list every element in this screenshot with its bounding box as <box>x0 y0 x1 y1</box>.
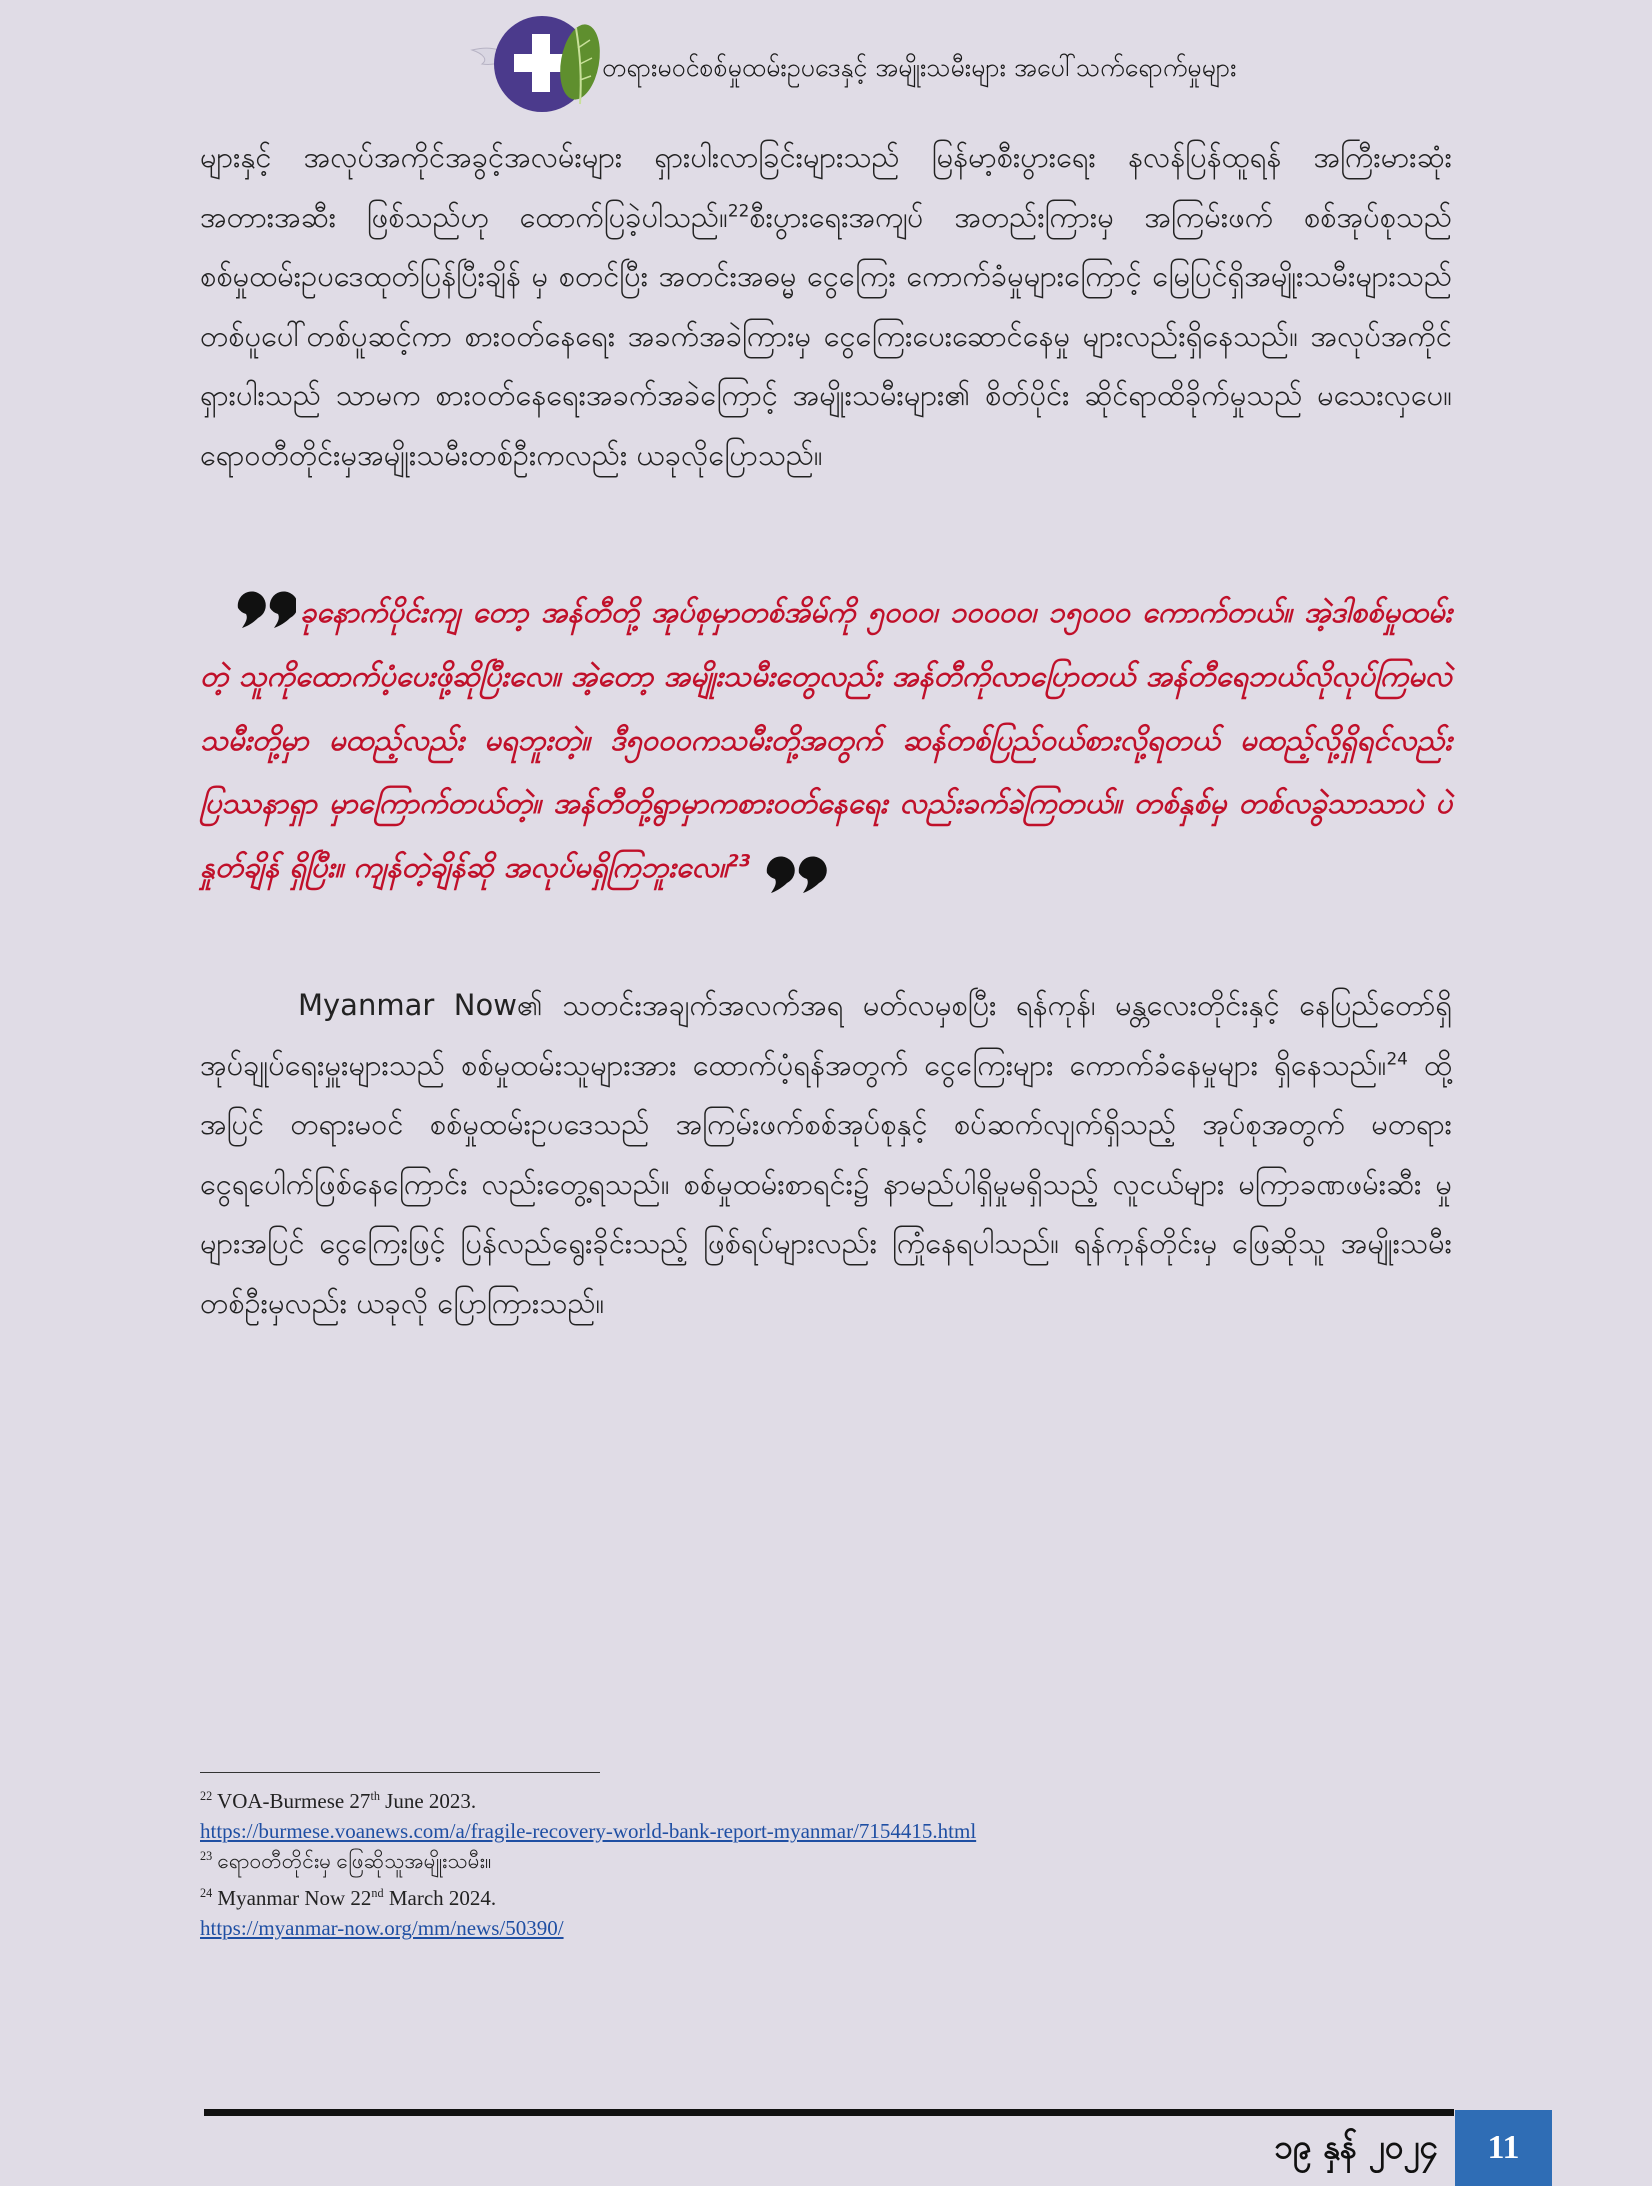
paragraph-2 <box>200 976 1452 1334</box>
quote-text: ခုနောက်ပိုင်းကျ တော့ အန်တီတို့ အုပ်စုမှာတစ်အိမ်ကို ၅၀၀၀၊ ၁၀၀၀၀၊ ၁၅၀၀၀ ကောက်တယ်။ အဲ့ဒါစစ်မှုထမ်းတဲ့ သူကိုထောက်ပံ့ပေးဖို့ဆိုပြီးလေ။ အဲ့တော့ အမျိုးသမီးတွေလည်း အန်တီကိုလာပြောတယ် အန်တီရေဘယ်လိုလုပ်ကြမလဲ သမီးတို့မှာ မထည့်လည်း မရဘူးတဲ့။ ဒီ၅၀၀၀ကသမီးတို့အတွက် ဆန်တစ်ပြည်ဝယ်စားလို့ရတယ် မထည့်လို့ရှိရင်လည်း ပြဿနာရှာ မှာကြောက်တယ်တဲ့။ အန်တီတို့ရွာမှာကစားဝတ်နေရေး လည်းခက်ခဲကြတယ်။ တစ်နှစ်မှ တစ်လခွဲသာသာပဲ ပဲနှုတ်ချိန် ရှိပြီး။ ကျန်တဲ့ချိန်ဆို အလုပ်မရှိကြဘူးလေ။ <box>200 595 1452 885</box>
footnote-22: $^{22}$ VOA-Burmese 27th June 2023. https://burmese.voanews.com/a/fragile-recovery-world-bank-report-myanmar/7154415.html <box>200 1786 1452 1846</box>
footnote-23: $^{23}$ ရောဝတီတိုင်းမှ ဖြေဆိုသူအမျိုးသမီး။ <box>200 1849 492 1873</box>
page-number: 11 <box>1487 2129 1520 2166</box>
page-number-box <box>1455 2110 1552 2186</box>
quote-open-icon <box>228 578 296 628</box>
footer-date: ၁၉ နှန် ၂၀၂၄ <box>1274 2127 1438 2166</box>
paragraph-1 <box>200 128 1452 486</box>
footnote-ref-23: 23 <box>727 850 751 871</box>
quote-block <box>200 578 1452 900</box>
header-title: တရားမဝင်စစ်မှုထမ်းဥပဒေနှင့် အမျိုးသမီးများ အပေါ်သက်ရောက်မှုများ <box>602 53 1237 82</box>
paragraph-1-continued: စီးပွားရေးအကျပ် အတည်းကြားမှ အကြမ်းဖက် စစ်အုပ်စုသည် စစ်မှုထမ်းဥပဒေထုတ်ပြန်ပြီးချိန် မှ စတင်ပြီး အတင်းအဓမ္မ ငွေကြေး ကောက်ခံမှုများကြောင့် မြေပြင်ရှိအမျိုးသမီးများသည် တစ်ပူပေါ်တစ်ပူဆင့်ကာ စားဝတ်နေရေး အခက်အခဲကြားမှ ငွေကြေးပေးဆောင်နေမှု များလည်းရှိနေသည်။ အလုပ်အကိုင်ရှားပါးသည် သာမက စားဝတ်နေရေးအခက်အခဲကြောင့် အမျိုးသမီးများ၏ စိတ်ပိုင်း ဆိုင်ရာထိခိုက်မှုသည် မသေးလှပေ။ ရောဝတီတိုင်းမှအမျိုးသမီးတစ်ဦးကလည်း ယခုလိုပြောသည်။ <box>200 199 1453 472</box>
footer-rule <box>204 2109 1454 2116</box>
footnote-24: $^{24}$ Myanmar Now 22nd March 2024. https://myanmar-now.org/mm/news/50390/ <box>200 1883 1452 1943</box>
footnote-22-link[interactable]: https://burmese.voanews.com/a/fragile-recovery-world-bank-report-myanmar/7154415.html <box>200 1819 977 1843</box>
dove-leaf-logo-icon <box>470 12 606 116</box>
paragraph-1-text: များနှင့် အလုပ်အကိုင်အခွင့်အလမ်းများ ရှားပါးလာခြင်းများသည် မြန်မာ့စီးပွားရေး နလန်ပြန်ထူရန် အကြီးမားဆုံး အတားအဆီး ဖြစ်သည်ဟု ထောက်ပြခဲ့ပါသည်။ <box>200 140 1452 234</box>
page-header <box>470 12 1480 122</box>
footnote-ref-24: 24 <box>1386 1047 1408 1068</box>
footnotes <box>200 1786 1452 1943</box>
footnote-24-link[interactable]: https://myanmar-now.org/mm/news/50390/ <box>200 1916 564 1940</box>
footnote-ref-22: 22 <box>727 199 750 220</box>
paragraph-2-text: Myanmar Now၏ သတင်းအချက်အလက်အရ မတ်လမှစပြီး ရန်ကုန်၊ မန္တလေးတိုင်းနှင့် နေပြည်တော်ရှိ အုပ်ချုပ်ရေးမှူးများသည် စစ်မှုထမ်းသူများအား ထောက်ပံ့ရန်အတွက် ငွေကြေးများ ကောက်ခံနေမှုများ ရှိနေသည်။ <box>200 988 1452 1082</box>
paragraph-2-continued: ထို့အပြင် တရားမဝင် စစ်မှုထမ်းဥပဒေသည် အကြမ်းဖက်စစ်အုပ်စုနှင့် စပ်ဆက်လျက်ရှိသည့် အုပ်စုအတွက် မတရား ငွေရပေါက်ဖြစ်နေကြောင်း လည်းတွေ့ရသည်။ စစ်မှုထမ်းစာရင်း၌ နာမည်ပါရှိမှုမရှိသည့် လူငယ်များ မကြာခဏဖမ်းဆီး မှုများအပြင် ငွေကြေးဖြင့် ပြန်လည်ရွေးခိုင်းသည့် ဖြစ်ရပ်များလည်း ကြုံနေရပါသည်။ ရန်ကုန်တိုင်းမှ ဖြေဆိုသူ အမျိုးသမီးတစ်ဦးမှလည်း ယခုလို ပြောကြားသည်။ <box>200 1047 1452 1320</box>
footnote-separator <box>200 1772 600 1773</box>
quote-close-icon <box>761 843 829 893</box>
